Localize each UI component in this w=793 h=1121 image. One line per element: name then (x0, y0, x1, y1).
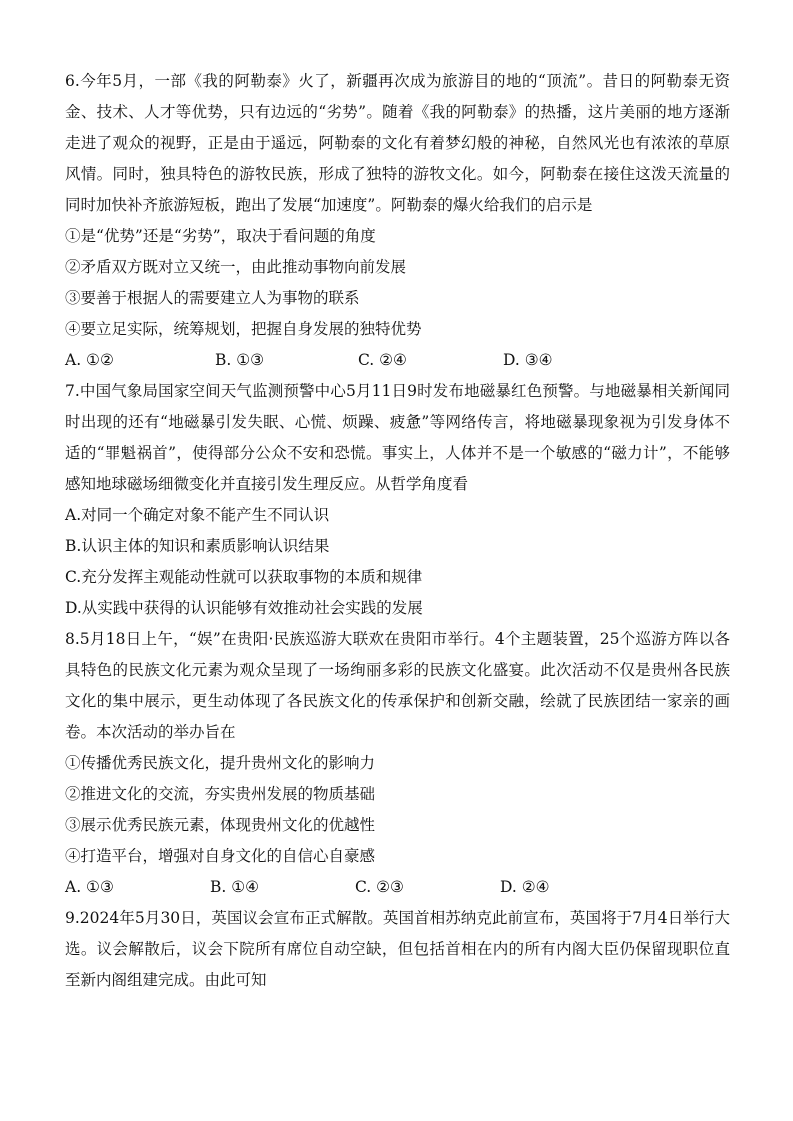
question-7-option-a: A.对同一个确定对象不能产生不同认识 (65, 506, 330, 524)
question-7-stem: 7.中国气象局国家空间天气监测预警中心5月11日9时发布地磁暴红色预警。与地磁暴相关新闻同时出现的还有“地磁暴引发失眠、心慌、烦躁、疲惫”等网络传言，将地磁暴现象视为引发身体不适的“罪魁祸首”，使得部分公众不安和恐慌。事实上，人体并不是一个敏感的“磁力计”，不能够感知地球磁场细微变化并直接引发生理反应。从哲学角度看 (65, 382, 730, 493)
question-6-option-a: A. ①② (65, 351, 114, 369)
question-7-option-b: B.认识主体的知识和素质影响认识结果 (65, 537, 330, 555)
question-7 (65, 376, 730, 624)
question-8-option-d: D. ②④ (500, 878, 550, 896)
question-8-option-c: C. ②③ (355, 878, 404, 896)
question-6-statement-4: ④要立足实际，统筹规划，把握自身发展的独特优势 (65, 320, 422, 338)
question-6-statement-3: ③要善于根据人的需要建立人为事物的联系 (65, 289, 360, 307)
question-8 (65, 624, 730, 903)
question-8-statement-4: ④打造平台，增强对自身文化的自信心自豪感 (65, 847, 376, 865)
question-6-option-b: B. ①③ (215, 351, 265, 369)
question-8-stem: 8.5月18日上午，“娱”在贵阳·民族巡游大联欢在贵阳市举行。4个主题装置，25个巡游方阵以各具特色的民族文化元素为观众呈现了一场绚丽多彩的民族文化盛宴。此次活动不仅是贵州各民族文化的集中展示，更生动体现了各民族文化的传承保护和创新交融，绘就了民族团结一家亲的画卷。本次活动的举办旨在 (65, 630, 730, 741)
question-8-option-b: B. ①④ (210, 878, 260, 896)
question-8-statement-2: ②推进文化的交流，夯实贵州发展的物质基础 (65, 785, 376, 803)
exam-page (65, 66, 730, 996)
question-8-options (65, 872, 730, 903)
question-6-option-c: C. ②④ (358, 351, 407, 369)
question-6-statement-1: ①是“优势”还是“劣势”，取决于看问题的角度 (65, 227, 376, 245)
question-9 (65, 903, 730, 996)
question-8-statement-1: ①传播优秀民族文化，提升贵州文化的影响力 (65, 754, 376, 772)
question-6-statement-2: ②矛盾双方既对立又统一，由此推动事物向前发展 (65, 258, 407, 276)
question-7-option-d: D.从实践中获得的认识能够有效推动社会实践的发展 (65, 599, 423, 617)
question-8-statement-3: ③展示优秀民族元素，体现贵州文化的优越性 (65, 816, 376, 834)
question-6-option-d: D. ③④ (503, 351, 553, 369)
question-9-stem: 9.2024年5月30日，英国议会宣布正式解散。英国首相苏纳克此前宣布，英国将于7月4日举行大选。议会解散后，议会下院所有席位自动空缺，但包括首相在内的所有内阁大臣仍保留现职位直至新内阁组建完成。由此可知 (65, 909, 730, 989)
question-6-options (65, 345, 730, 376)
question-6 (65, 66, 730, 376)
question-7-option-c: C.充分发挥主观能动性就可以获取事物的本质和规律 (65, 568, 423, 586)
question-6-stem: 6.今年5月，一部《我的阿勒泰》火了，新疆再次成为旅游目的地的“顶流”。昔日的阿勒泰无资金、技术、人才等优势，只有边远的“劣势”。随着《我的阿勒泰》的热播，这片美丽的地方逐渐走进了观众的视野，正是由于遥远，阿勒泰的文化有着梦幻般的神秘，自然风光也有浓浓的草原风情。同时，独具特色的游牧民族，形成了独特的游牧文化。如今，阿勒泰在接住这泼天流量的同时加快补齐旅游短板，跑出了发展“加速度”。阿勒泰的爆火给我们的启示是 (65, 72, 730, 214)
question-8-option-a: A. ①③ (65, 878, 114, 896)
